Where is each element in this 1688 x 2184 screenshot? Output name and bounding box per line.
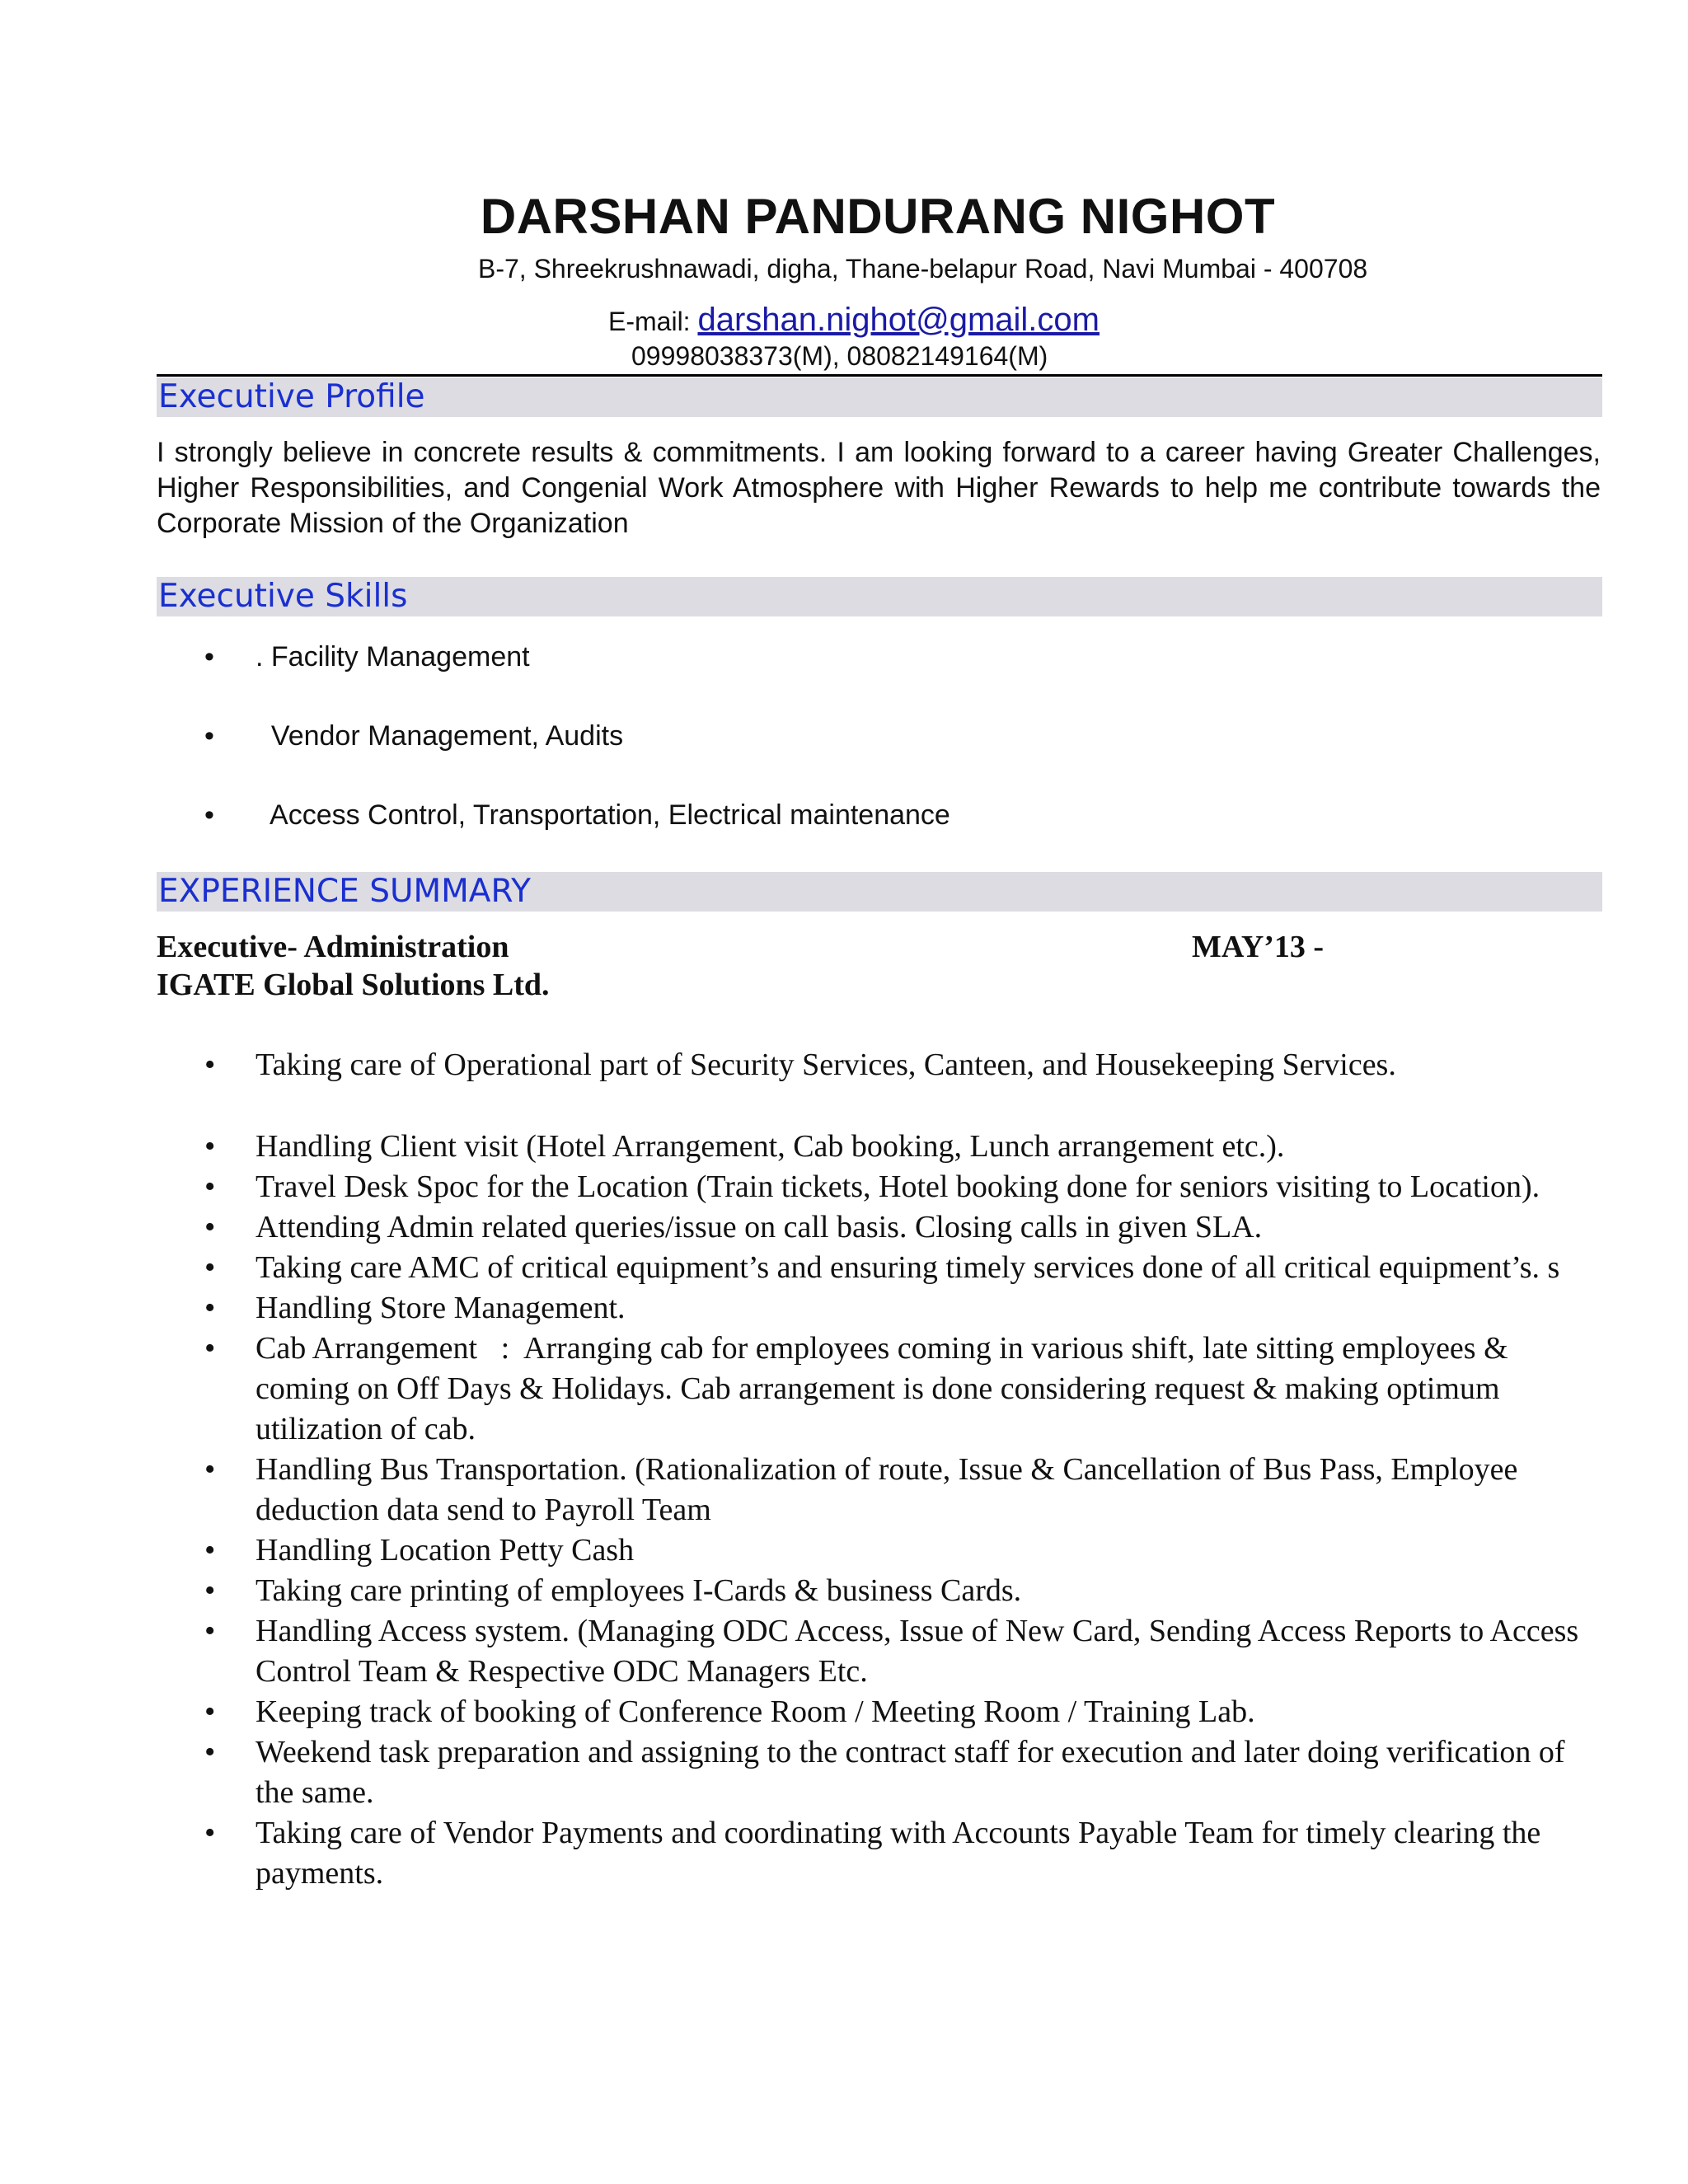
duty-text: Handling Bus Transportation. (Rationalization of route, Issue & Cancellation of Bus Pass, Employee deduction data send to Payroll Team	[256, 1452, 1518, 1527]
email-label: E-mail:	[608, 307, 698, 336]
skill-text: . Facility Management	[256, 641, 530, 673]
duty-text: Handling Location Petty Cash	[256, 1533, 635, 1568]
bullet-icon: •	[204, 1129, 216, 1164]
list-item	[157, 1045, 1602, 1085]
duty-text: Keeping track of booking of Conference Room / Meeting Room / Training Lab.	[256, 1694, 1255, 1729]
bullet-icon: •	[204, 1331, 216, 1366]
company-name: IGATE Global Solutions Ltd.	[157, 968, 550, 1002]
duty-text: Taking care printing of employees I-Cards & business Cards.	[256, 1573, 1022, 1608]
header-divider	[157, 374, 1602, 377]
list-item	[157, 1167, 1602, 1207]
list-item	[157, 1611, 1602, 1692]
bullet-icon: •	[204, 1250, 216, 1285]
list-item	[157, 1450, 1602, 1530]
bullet-icon: •	[204, 1047, 216, 1082]
bullet-icon: •	[204, 1694, 216, 1729]
bullet-icon: •	[204, 1614, 216, 1648]
list-item	[157, 1732, 1602, 1813]
job-header	[157, 928, 1607, 1004]
bullet-icon: •	[204, 1210, 216, 1244]
skill-text: Access Control, Transportation, Electrical maintenance	[256, 799, 950, 831]
list-item	[157, 1127, 1602, 1167]
bullet-icon: •	[204, 1816, 216, 1850]
duty-text: Taking care AMC of critical equipment’s and ensuring timely services done of all critical equipment’s. s	[256, 1250, 1560, 1285]
bullet-icon: •	[204, 1291, 216, 1325]
address: B-7, Shreekrushnawadi, digha, Thane-belapur Road, Navi Mumbai - 400708	[478, 254, 1368, 284]
email-line	[608, 302, 1100, 339]
bullet-icon: •	[204, 1452, 216, 1487]
section-heading-profile: Executive Profile	[157, 377, 1602, 417]
job-title: Executive- Administration	[157, 930, 509, 964]
section-heading-experience: EXPERIENCE SUMMARY	[157, 872, 1602, 912]
duty-text: Handling Store Management.	[256, 1291, 626, 1325]
duty-text: Attending Admin related queries/issue on call basis. Closing calls in given SLA.	[256, 1210, 1263, 1244]
phone-numbers: 09998038373(M), 08082149164(M)	[631, 341, 1048, 371]
list-item	[157, 1248, 1602, 1288]
bullet-icon: •	[204, 641, 214, 673]
skill-text: Vendor Management, Audits	[256, 720, 624, 752]
list-item	[157, 1288, 1602, 1329]
list-item	[157, 1571, 1602, 1611]
duty-text: Handling Access system. (Managing ODC Access, Issue of New Card, Sending Access Reports to Access Control Team & Respective ODC Managers Etc.	[256, 1614, 1579, 1689]
bullet-icon: •	[204, 720, 214, 752]
section-heading-skills: Executive Skills	[157, 577, 1602, 616]
bullet-icon: •	[204, 1169, 216, 1204]
job-date: MAY’13 -	[1192, 930, 1325, 964]
duty-text: Travel Desk Spoc for the Location (Train tickets, Hotel booking done for seniors visiting to Location).	[256, 1169, 1540, 1204]
list-item	[157, 1692, 1602, 1732]
duty-text: Weekend task preparation and assigning to the contract staff for execution and later doing verification of the same.	[256, 1735, 1565, 1810]
duty-text: Handling Client visit (Hotel Arrangement, Cab booking, Lunch arrangement etc.).	[256, 1129, 1285, 1164]
duty-text: Cab Arrangement : Arranging cab for employees coming in various shift, late sitting employees & coming on Off Days & Holidays. Cab arrangement is done considering request & making optimum utilization of cab.	[256, 1331, 1517, 1446]
bullet-icon: •	[204, 799, 214, 831]
email-link[interactable]: darshan.nighot@gmail.com	[697, 302, 1100, 338]
bullet-icon: •	[204, 1735, 216, 1769]
bullet-icon: •	[204, 1533, 216, 1568]
candidate-name: DARSHAN PANDURANG NIGHOT	[480, 189, 1276, 244]
profile-text: I strongly believe in concrete results & commitments. I am looking forward to a career having Greater Challenges, Higher Responsibilities, and Congenial Work Atmosphere with Higher Rewards to help me contribute towards the Corporate Mission of the Organization	[157, 437, 1601, 539]
list-item	[157, 1813, 1602, 1894]
duty-text: Taking care of Operational part of Security Services, Canteen, and Housekeeping Services.	[256, 1047, 1396, 1082]
list-item	[157, 1530, 1602, 1571]
duty-text: Taking care of Vendor Payments and coordinating with Accounts Payable Team for timely clearing the payments.	[256, 1816, 1541, 1891]
bullet-icon: •	[204, 1573, 216, 1608]
duties-list	[157, 1045, 1602, 1894]
list-item	[157, 1207, 1602, 1248]
list-item	[157, 1329, 1602, 1450]
